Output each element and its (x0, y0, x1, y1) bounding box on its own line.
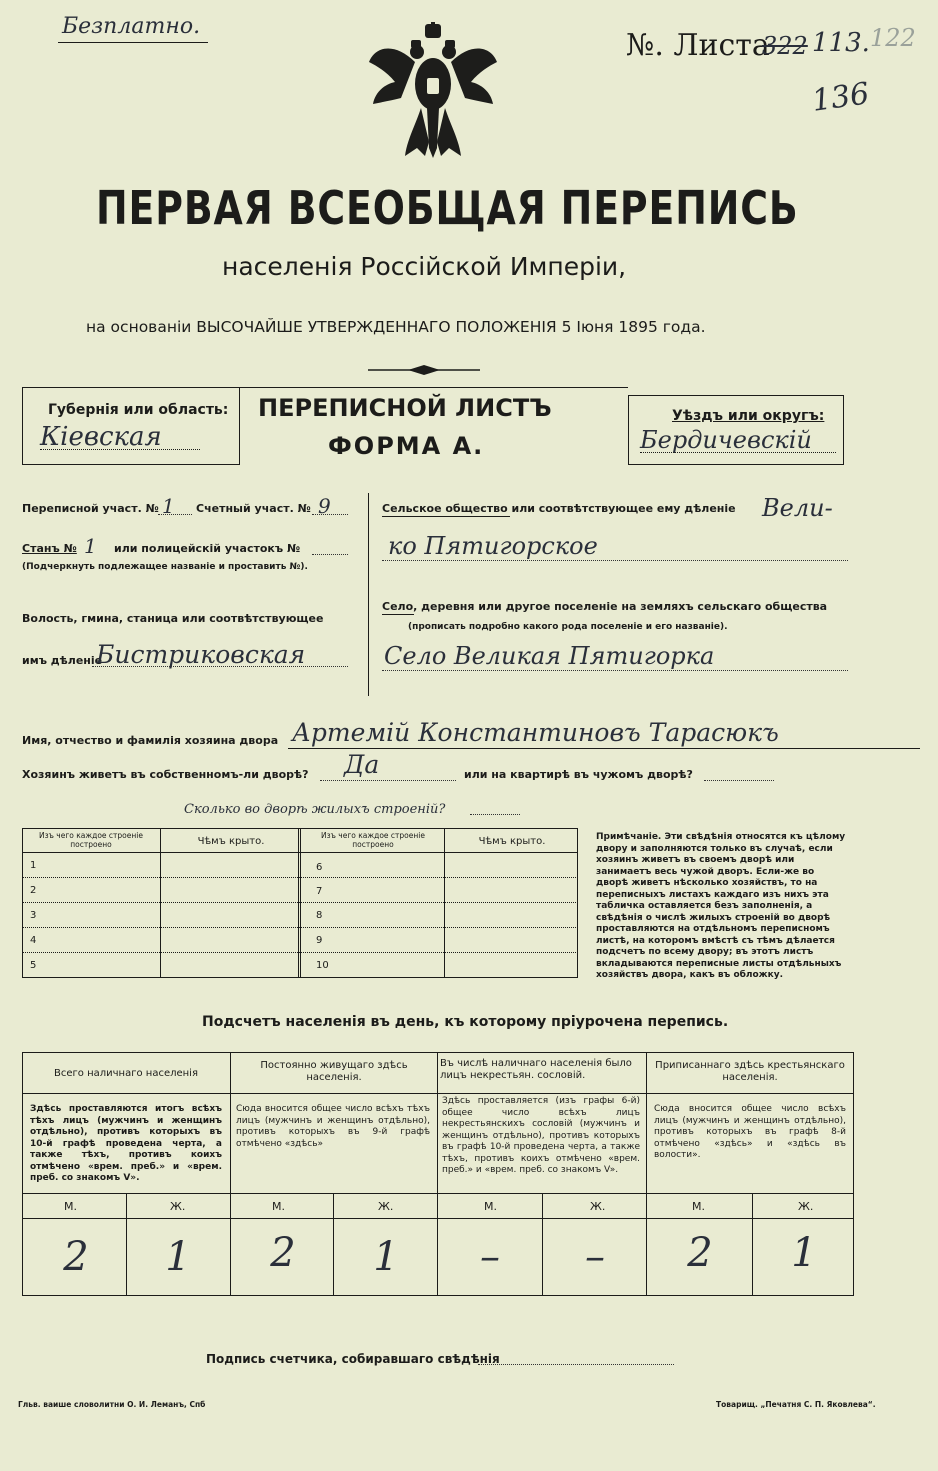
volost-dots (92, 666, 348, 667)
society-underline (382, 516, 510, 517)
count-sub-rule-2 (333, 1193, 334, 1296)
owner-lives-alt: или на квартирѣ въ чужомъ дворѣ? (464, 768, 693, 781)
owner-name-value: Артемій Константиновъ Тарасюкъ (292, 718, 779, 747)
count-col4-desc: Сюда вносится общее число всѣхъ лицъ (мужчинъ и женщинъ отдѣльно), противъ которыхъ въ графѣ 8-й отмѣчено «здѣсь» и «здѣсь въ волости». (654, 1104, 846, 1160)
volost-value: Бистриковская (96, 640, 306, 669)
uezd-label: Уѣздъ или округъ: (672, 408, 825, 424)
owner-lives-alt-dots (704, 780, 774, 781)
owner-lives-value: Да (344, 750, 380, 779)
buildings-row-1: 1 (30, 860, 37, 871)
double-headed-eagle-emblem-icon (365, 22, 501, 162)
buildings-col-material-left: Изъ чего каждое строеніе построено (39, 831, 143, 849)
fields-divider (368, 493, 369, 696)
count-col4-f-value: 1 (791, 1230, 817, 1276)
count-col-rule-3 (646, 1052, 647, 1296)
buildings-row-7: 7 (316, 886, 323, 897)
buildings-row-10: 10 (316, 960, 329, 971)
count-col2-m-value: 2 (270, 1230, 296, 1276)
stan-rest: или полицейскій участокъ № (114, 542, 301, 555)
uchastok-label-1: Переписной участ. № (22, 502, 159, 515)
count-col2-header: Постоянно живущаго здѣсь населенія. (260, 1060, 408, 1083)
count-col-rule-2 (437, 1052, 438, 1296)
buildings-col-roof-right: Чѣмъ крыто. (478, 836, 546, 847)
buildings-row-8: 8 (316, 910, 323, 921)
buildings-row-5: 5 (30, 960, 37, 971)
header-top-rule (240, 387, 628, 388)
count-sub-rule-3 (542, 1193, 543, 1296)
owner-name-label: Имя, отчество и фамилія хозяина двора (22, 734, 279, 747)
sheet-number-value: 113. (812, 28, 870, 58)
buildings-label: Сколько во дворѣ жилыхъ строеній? (184, 802, 446, 817)
society-value-1: Вели- (762, 494, 833, 522)
count-col3-desc: Здѣсь проставляется (изъ графы 6-й) общее число всѣхъ лицъ некрестьянскихъ сословій (мужчинъ и женщинъ отдѣльно), противъ которыхъ въ графѣ 10-й проведена черта, а также тѣхъ, противъ коихъ отмѣчено «врем. преб.» и «врем. преб. со знакомъ V». (442, 1096, 640, 1175)
sheet-number-second: 136 (809, 76, 872, 119)
note-text: Эти свѣдѣнія относятся къ цѣлому двору и заполняются только въ случаѣ, если хозяинъ живетъ въ своемъ дворѣ или занимаетъ весь чужой дворъ. Если-же во дворѣ живетъ нѣсколько хозяйствъ, то на переписныхъ листахъ каждаго изъ нихъ эта табличка оставляется безъ заполненія, а свѣдѣнія о числѣ жилыхъ строеній во дворѣ проставляются на отдѣльномъ переписномъ листѣ, на которомъ вмѣстѣ съ тѣмъ дѣлается подсчетъ по всему двору; въ этотъ листъ вкладываются переписные листы отдѣльныхъ хозяйствъ двора, какъ въ обложку. (596, 832, 846, 980)
gubernia-dots (40, 449, 200, 450)
main-title: ПЕРВАЯ ВСЕОБЩАЯ ПЕРЕПИСЬ (96, 182, 799, 236)
free-underline (58, 42, 208, 43)
note-title: Примѣчаніе. (596, 832, 662, 842)
count-col2-m-label: М. (272, 1200, 285, 1213)
printer-right: Товарищ. „Печатня С. П. Яковлева“. (716, 1400, 876, 1409)
sheet-number-label: №. Листа (626, 28, 770, 63)
count-col2-desc: Сюда вносится общее число всѣхъ тѣхъ лицъ (мужчинъ и женщинъ отдѣльно), противъ которыхъ въ 9-й графѣ отмѣчено «здѣсь» (236, 1104, 430, 1149)
uchastok-value-1: 1 (162, 494, 175, 518)
gubernia-label: Губернія или область: (48, 402, 229, 418)
owner-lives-dots (320, 780, 456, 781)
village-dots (382, 670, 848, 671)
signature-dots (478, 1364, 674, 1365)
village-label: Село, деревня или другое поселеніе на земляхъ сельскаго общества (382, 600, 828, 613)
uchastok-value-2: 9 (318, 494, 331, 518)
owner-name-line (288, 748, 920, 749)
buildings-row-rule-2 (22, 902, 578, 903)
count-header-rule (22, 1093, 854, 1094)
stan-value: 1 (84, 534, 97, 558)
signature-label: Подпись счетчика, собиравшаго свѣдѣнія (206, 1352, 500, 1366)
buildings-col-roof-left: Чѣмъ крыто. (197, 836, 265, 847)
gubernia-value: Кіевская (40, 422, 162, 452)
buildings-row-rule-4 (22, 952, 578, 953)
buildings-row-3: 3 (30, 910, 37, 921)
count-col1-m-label: М. (64, 1200, 77, 1213)
volost-label: Волость, гмина, станица или соотвѣтствующее (22, 612, 324, 625)
buildings-left-col (160, 828, 161, 978)
count-col3-m-label: М. (484, 1200, 497, 1213)
stan-dots (312, 554, 348, 555)
buildings-row-6: 6 (316, 862, 323, 873)
uchastok-dots-2 (312, 514, 348, 515)
count-col-rule-1 (230, 1052, 231, 1296)
buildings-header-rule (22, 852, 578, 853)
village-note: (прописать подробно какого рода поселеніе и его названіе). (408, 622, 728, 632)
count-sub-rule (22, 1218, 854, 1219)
buildings-col-material-right: Изъ чего каждое строеніе построено (321, 831, 425, 849)
count-col2-f-value: 1 (373, 1234, 399, 1280)
count-col1-header: Всего наличнаго населенія (54, 1068, 198, 1079)
buildings-right-col (444, 828, 445, 978)
count-col4-header: Приписаннаго здѣсь крестьянскаго населенія. (655, 1060, 845, 1083)
count-col3-f-value: – (585, 1234, 605, 1280)
uezd-value: Бердичевскій (640, 426, 812, 454)
buildings-dots (470, 814, 520, 815)
buildings-row-9: 9 (316, 935, 323, 946)
buildings-row-2: 2 (30, 885, 37, 896)
count-col1-f-label: Ж. (170, 1200, 186, 1213)
count-col3-m-value: – (480, 1234, 500, 1280)
stan-note: (Подчеркнуть подлежащее названіе и проставить №). (22, 562, 308, 572)
free-label: Безплатно. (62, 14, 201, 39)
count-sub-rule-1 (126, 1193, 127, 1296)
count-col3-header: Въ числѣ наличнаго населенія было лицъ некрестьян. сословій. (440, 1058, 632, 1081)
count-title: Подсчетъ населенія въ день, къ которому пріурочена перепись. (202, 1014, 729, 1030)
count-col1-desc: Здѣсь проставляются итогъ всѣхъ тѣхъ лицъ (мужчинъ и женщинъ отдѣльно), противъ которыхъ въ 10-й графѣ проведена черта, а также тѣхъ, противъ коихъ отмѣчено «врем. преб.» и «врем. преб. со знакомъ V». (30, 1104, 222, 1183)
buildings-table-center (298, 828, 301, 978)
count-col2-f-label: Ж. (378, 1200, 394, 1213)
sheet-number-pencil: 122 (870, 24, 916, 52)
count-sub-rule-4 (752, 1193, 753, 1296)
list-title: ПЕРЕПИСНОЙ ЛИСТЪ (258, 394, 552, 422)
stan-label: Станъ № (22, 542, 77, 555)
buildings-row-rule-3 (22, 927, 578, 928)
count-col4-f-label: Ж. (798, 1200, 814, 1213)
sheet-number-struck: 322 (762, 32, 808, 60)
society-dots (382, 560, 848, 561)
uezd-dots (640, 452, 836, 453)
basis-line: на основаніи ВЫСОЧАЙШЕ УТВЕРЖДЕННАГО ПОЛОЖЕНІЯ 5 Іюня 1895 года. (86, 318, 706, 336)
count-col3-f-label: Ж. (590, 1200, 606, 1213)
village-value: Село Великая Пятигорка (384, 642, 715, 670)
subtitle: населенія Россійской Имперіи, (222, 252, 627, 281)
ornament-divider-icon (368, 364, 480, 376)
printer-left: Гльв. ваише словолитни О. И. Леманъ, Спб (18, 1400, 206, 1409)
village-underline (382, 614, 414, 615)
count-col4-m-label: М. (692, 1200, 705, 1213)
society-value-2: ко Пятигорское (388, 532, 598, 560)
buildings-row-rule-1 (22, 877, 578, 878)
note-block (596, 832, 848, 982)
count-col1-m-value: 2 (63, 1234, 89, 1280)
form-title: ФОРМА А. (328, 432, 485, 460)
uchastok-dots-1 (158, 514, 192, 515)
volost-label-2: имъ дѣленіе (22, 654, 103, 667)
owner-lives-label: Хозяинъ живетъ въ собственномъ-ли дворѣ? (22, 768, 309, 781)
count-col4-m-value: 2 (687, 1230, 713, 1276)
count-col1-f-value: 1 (165, 1234, 191, 1280)
uchastok-label-2: Счетный участ. № (196, 502, 311, 515)
buildings-row-4: 4 (30, 935, 37, 946)
count-desc-rule (22, 1193, 854, 1194)
society-label: Сельское общество или соотвѣтствующее ему дѣленіе (382, 502, 736, 515)
